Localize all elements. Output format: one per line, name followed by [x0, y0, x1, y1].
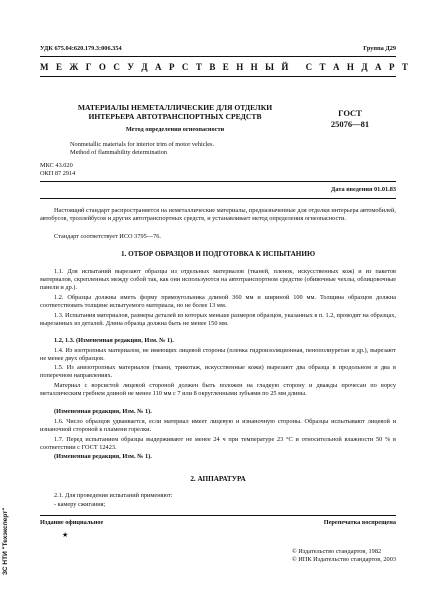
side-watermark-text: ЗС НТИ "Техэксперт": [2, 507, 9, 575]
clause-1-6: 1.6. Число образцов удваивается, если материал имеет лицевую и изнаночную стороны. Образцы испытывают лицевой и изнаночной стороной к пламени горелки.: [40, 418, 396, 434]
clause-1-4: 1.4. Из изотропных материалов, не имеющих лицевой стороны (пленка гидроизоляционная, пенополиуретан и др.), вырезают не менее двух образцов.: [40, 347, 396, 363]
clause-1-5: 1.5. Из анизотропных материалов (ткани, трикотаж, искусственные кожи) вырезают два образца в продольном и два в поперечном направлениях.: [40, 364, 396, 380]
gost-designation: [300, 108, 400, 130]
amendment-note-1: 1.2, 1.3. (Измененная редакция, Изм. № 1).: [54, 337, 174, 344]
title-line-2: ИНТЕРЬЕРА АВТОТРАНСПОРТНЫХ СРЕДСТВ: [88, 112, 262, 121]
mks-code: МКС 43.020: [40, 162, 73, 169]
copyright-1982: © Издательство стандартов, 1982: [291, 548, 382, 555]
section-2-heading: 2. АППАРАТУРА: [190, 475, 246, 483]
pile-material-note: Материал с ворсистой лицевой стороной должен быть положен на гладкую сторону и дважды прочесан по ворсу металлическим гребнем длиной не менее 110 мм с 7 или 8 округленными зубьями по 25 мм длины.: [40, 382, 396, 398]
banner-rule: [40, 76, 396, 77]
intro-paragraph: Настоящий стандарт распространяется на неметаллические материалы, предназначенные для отделки интерьера автомобилей, автобусов, троллейбусов и других автотранспортных средств, и устанавливает метод определения огнеопасности.: [40, 207, 396, 223]
group-code: Группа Д29: [363, 45, 396, 52]
star-mark: ★: [62, 531, 69, 539]
classification-codes: [40, 162, 75, 178]
divider-rule: [40, 181, 396, 182]
reprint-notice: Перепечатка воспрещена: [323, 519, 396, 526]
amendment-note-2: (Измененная редакция, Изм. № 1).: [54, 408, 152, 415]
combustion-chamber-item: - камеру сжигания;: [54, 501, 106, 508]
section-1-heading: 1. ОТБОР ОБРАЗЦОВ И ПОДГОТОВКА К ИСПЫТАНИЮ: [120, 250, 316, 258]
gost-number: 25076—81: [330, 119, 370, 129]
document-title: [70, 103, 280, 121]
english-line-2: Method of flammability determination: [70, 149, 168, 157]
english-line-1: Nonmetallic materials for interior trim of motor vehicles.: [70, 141, 215, 148]
copyright-block: [292, 548, 396, 564]
gost-label: ГОСТ: [338, 108, 362, 118]
clause-1-2: 1.2. Образцы должны иметь форму прямоугольника длиной 360 мм и шириной 100 мм. Толщина образцов должна соответствовать толщине испытуемого материала, но не более 13 мм.: [40, 294, 396, 310]
clause-1-1: 1.1. Для испытаний вырезают образцы из отдельных материалов (тканей, пленок, искусственных кож) и из пакетов материалов, скрепленных между собой так, как они используются на автотранспортном средстве (обивочные чехлы, облицовочные панели и др.).: [40, 268, 396, 292]
clause-1-7: 1.7. Перед испытанием образцы выдерживают не менее 24 ч при температуре 23 °С и относительной влажности 50 % в соответствии с ГОСТ 12423.: [40, 436, 396, 452]
date-rule: [40, 198, 396, 199]
footer-rule: [40, 515, 396, 516]
title-line-1: МАТЕРИАЛЫ НЕМЕТАЛЛИЧЕСКИЕ ДЛЯ ОТДЕЛКИ: [77, 103, 273, 112]
official-edition: Издание официальное: [40, 519, 104, 526]
introduction-date: Дата введения 01.01.83: [331, 186, 396, 193]
standard-banner: М Е Ж Г О С У Д А Р С Т В Е Н Н Ы Й С Т А Н Д А Р Т: [40, 62, 411, 72]
document-subtitle: Метод определения огнеопасности: [125, 126, 225, 133]
clause-2-1: 2.1. Для проведения испытаний применяют:: [54, 492, 173, 499]
english-title: [40, 141, 214, 157]
okp-code: ОКП 87 2914: [40, 170, 76, 178]
iso-compliance: Стандарт соответствует ИСО 3795—76.: [54, 233, 161, 240]
top-rule: [40, 56, 396, 57]
copyright-2003: © ИПК Издательство стандартов, 2003: [291, 556, 396, 564]
udk-code: УДК 675.04:620.179.3:006.354: [40, 45, 122, 52]
clause-1-3: 1.3. Испытания материалов, размеры деталей из которых меньше размеров образцов, указанных в п. 1.2, проводят на образцах, вырезанных из деталей. Длина образца должна быть не менее 150 мм.: [40, 312, 396, 328]
amendment-note-3: (Измененная редакция, Изм. № 1).: [54, 453, 152, 460]
